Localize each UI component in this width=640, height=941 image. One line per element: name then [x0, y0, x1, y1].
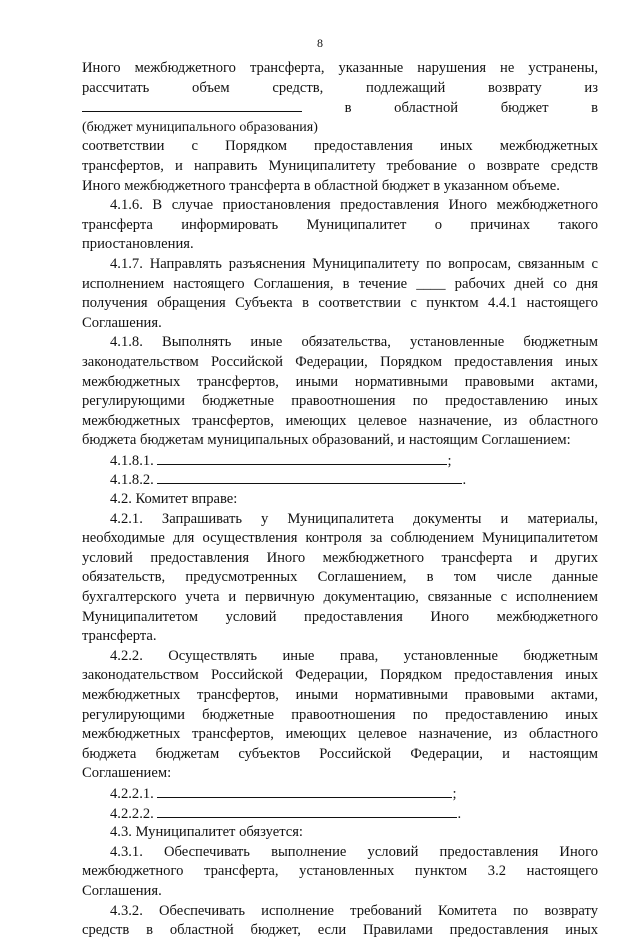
line-text: регулирующими бюджетные правоотношения по предоставлению иных [82, 393, 598, 410]
line-text: трансфертов, и направить Муниципалитету требование о возврате средств [82, 157, 598, 174]
text-line [82, 862, 598, 882]
line-tail: . [457, 805, 462, 822]
text-line [82, 392, 598, 412]
line-text: 4.1.8.2. [110, 472, 158, 489]
text-line [82, 59, 598, 79]
text-line [82, 177, 598, 197]
footnote-caption [82, 118, 598, 138]
line-text: межбюджетных трансфертов, иными нормативными правовыми актами, [82, 373, 598, 390]
line-text: получения обращения Субъекта в соответствии с пунктом 4.4.1 настоящего [82, 295, 598, 312]
line-text: средств в областной бюджет, если Правилами предоставления иных [82, 922, 598, 939]
line-text: трансферта информировать Муниципалитет о причинах такого [82, 216, 598, 233]
line-text: 4.1.8. Выполнять иные обязательства, установленные бюджетным [110, 334, 598, 351]
line-text: межбюджетных трансфертов, имеющих целевое назначение, из областного [82, 412, 598, 429]
text-line [82, 784, 598, 804]
text-line [82, 627, 598, 647]
line-text: законодательством Российской Федерации, Порядком предоставления иных [82, 667, 598, 684]
line-text: Соглашения. [82, 314, 162, 331]
text-line [82, 470, 598, 490]
line-text: Муниципалитетом условий предоставления Иного межбюджетного [82, 608, 598, 625]
text-line [82, 333, 598, 353]
line-text: межбюджетных трансфертов, иными нормативными правовыми актами, [82, 687, 598, 703]
line-text: условий предоставления Иного межбюджетного трансферта и других [82, 549, 598, 566]
line-text: трансферта. [82, 628, 157, 645]
text-line [82, 98, 598, 118]
text-line [82, 706, 598, 726]
text-line [82, 137, 598, 157]
line-text: межбюджетного трансферта, установленных пунктом 3.2 настоящего [82, 863, 598, 880]
text-line [82, 275, 598, 295]
text-line [82, 804, 598, 824]
text-line [82, 686, 598, 706]
text-line [82, 647, 598, 667]
text-line [82, 294, 598, 314]
fill-in-blank [157, 804, 457, 818]
line-text: в областной бюджет в [344, 100, 598, 117]
text-line [82, 921, 598, 941]
page-number: 8 [317, 36, 323, 50]
text-line [82, 764, 598, 784]
text-line [82, 373, 598, 393]
line-text: бухгалтерского учета и первичную документацию, связанные с исполнением [82, 589, 598, 606]
line-tail: ; [447, 452, 452, 469]
document-body [82, 59, 598, 941]
line-text: рассчитать объем средств, подлежащий возврату из [82, 79, 598, 96]
line-text: Соглашением: [82, 765, 172, 782]
line-text: межбюджетных трансфертов, имеющих целевое назначение, из областного [82, 726, 598, 743]
line-text: 4.2.2.2. [110, 805, 158, 822]
text-line [82, 451, 598, 471]
line-text: необходимые для осуществления контроля за соблюдением Муниципалитетом [82, 530, 598, 547]
text-line [82, 823, 598, 843]
text-line [82, 412, 598, 432]
text-line [82, 510, 598, 530]
line-text: 4.1.6. В случае приостановления предоставления Иного межбюджетного [110, 197, 598, 214]
fill-in-blank [82, 98, 302, 112]
text-line [82, 196, 598, 216]
line-text: Иного межбюджетного трансферта в областной бюджет в указанном объеме. [82, 177, 560, 194]
line-text: бюджета бюджетам субъектов Российской Федерации, и настоящим [82, 745, 598, 762]
line-text: 4.1.7. Направлять разъяснения Муниципалитету по вопросам, связанным с [110, 255, 598, 272]
line-text: бюджета бюджетам муниципальных образований, и настоящим Соглашением: [82, 432, 571, 449]
line-text: Иного межбюджетного трансферта, указанные нарушения не устранены, [82, 60, 598, 76]
line-text: 4.3.2. Обеспечивать исполнение требований Комитета по возврату [110, 902, 598, 919]
line-text: обязательств, предусмотренных Соглашением, в том числе данные [82, 569, 598, 586]
line-text: регулирующими бюджетные правоотношения по предоставлению иных [82, 706, 598, 723]
fill-in-blank [157, 784, 452, 798]
line-text: 4.1.8.1. [110, 452, 158, 469]
line-tail: . [462, 472, 467, 489]
text-line [82, 216, 598, 236]
text-line [82, 353, 598, 373]
line-text: 4.3. Муниципалитет обязуется: [110, 824, 303, 841]
text-line [82, 608, 598, 628]
text-line [82, 314, 598, 334]
fill-in-blank [157, 470, 462, 484]
text-line [82, 745, 598, 765]
text-line [82, 255, 598, 275]
text-line [82, 79, 598, 99]
line-text: Соглашения. [82, 882, 162, 899]
line-text: 4.2.2. Осуществлять иные права, установленные бюджетным [110, 647, 598, 664]
line-text: приостановления. [82, 236, 194, 253]
text-line [82, 568, 598, 588]
line-text: 4.3.1. Обеспечивать выполнение условий предоставления Иного [110, 843, 598, 860]
text-line [82, 235, 598, 255]
line-text: 4.2. Комитет вправе: [110, 491, 238, 508]
line-text: соответствии с Порядком предоставления иных межбюджетных [82, 138, 598, 155]
text-line [82, 843, 598, 863]
line-text: (бюджет муниципального образования) [82, 119, 318, 135]
line-text: 4.2.2.1. [110, 785, 158, 802]
text-line [82, 529, 598, 549]
line-text: 4.2.1. Запрашивать у Муниципалитета документы и материалы, [110, 510, 598, 527]
text-line [82, 490, 598, 510]
text-line [82, 882, 598, 902]
text-line [82, 902, 598, 922]
line-tail: ; [452, 785, 457, 802]
line-text: исполнением настоящего Соглашения, в течение ____ рабочих дней со дня [82, 275, 598, 292]
text-line [82, 725, 598, 745]
text-line [82, 431, 598, 451]
line-text: законодательством Российской Федерации, Порядком предоставления иных [82, 353, 598, 370]
fill-in-blank [157, 451, 447, 465]
text-line [82, 157, 598, 177]
text-line [82, 666, 598, 686]
text-line [82, 588, 598, 608]
text-line [82, 549, 598, 569]
